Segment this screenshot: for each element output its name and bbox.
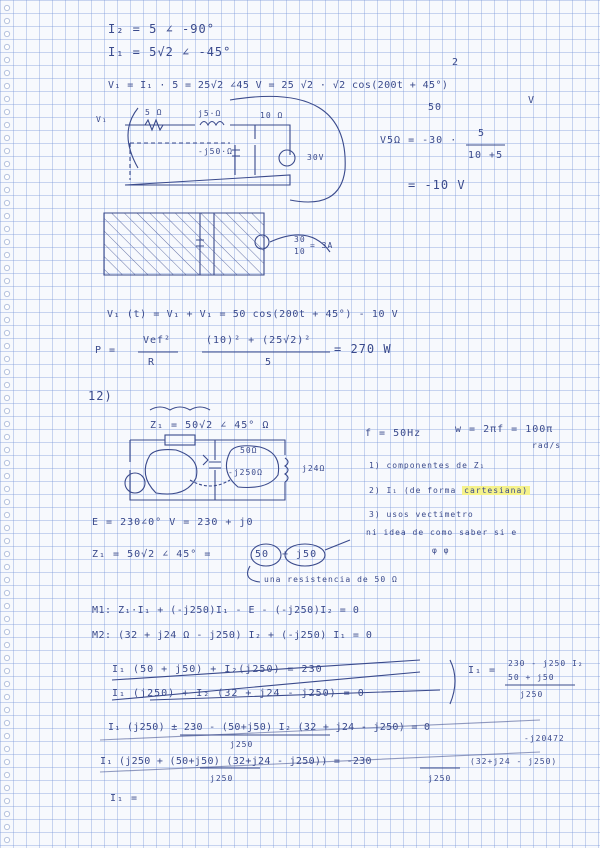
eq-i1: I₁ = 5√2 ∠ -45° xyxy=(108,45,232,59)
c2-frac-den: 10 xyxy=(294,247,306,256)
power-den1: R xyxy=(148,357,156,368)
system-eq-1: I₁ (50 + j50) + I₂(j250) = 230 xyxy=(112,664,323,675)
c1-node-label: V₁ xyxy=(96,115,108,124)
frequency: f = 50Hz xyxy=(365,428,422,439)
note-5: φ φ xyxy=(432,546,450,555)
note-3: 3) usos vectimetro xyxy=(369,510,474,519)
c12-ind-label: j24Ω xyxy=(302,464,326,473)
z1-label: Z₁ = 50√2 ∠ 45° Ω xyxy=(150,420,270,431)
note-4: ni idea de como saber si e xyxy=(366,528,518,537)
c12-cap-label: -j250Ω xyxy=(228,468,263,477)
power-num2: (10)² + (25√2)² xyxy=(206,335,312,346)
substitution-2-den: j250 xyxy=(210,774,234,783)
substitution-2: I₁ (j250 + (50+j50) (32+j24 - j250)) = -230 xyxy=(100,756,372,767)
i1-final: I₁ = xyxy=(110,793,139,804)
v1t-equation: V₁ (t) = V₁ + V₁ = 50 cos(200t + 45°) - 10 V xyxy=(107,309,399,320)
power-label: P = xyxy=(95,345,117,356)
v5-result: = -10 V xyxy=(408,178,466,192)
c1-resistor2-label: 10 Ω xyxy=(260,111,284,120)
c1-inductor-label: j5·Ω xyxy=(198,109,222,118)
z1-note: una resistencia de 50 Ω xyxy=(264,575,398,584)
substitution-1-den: j250 xyxy=(230,740,254,749)
power-den2: 5 xyxy=(265,357,273,368)
note-2-prefix: 2) xyxy=(369,486,381,495)
e-source: E = 230∠0° V = 230 + j0 xyxy=(92,517,254,528)
note-2-text: (de forma xyxy=(403,486,457,495)
c2-result: = 3A xyxy=(310,241,334,250)
problem-12-number: 12) xyxy=(88,389,113,403)
power-result: = 270 W xyxy=(334,342,392,356)
z1-polar: Z₁ = 50√2 ∠ 45° = xyxy=(92,549,212,560)
z1-real: 50 xyxy=(255,549,270,560)
i1-solve-num: 230 - j250 I₂ xyxy=(508,659,584,668)
eq-v1-exponent: 2 xyxy=(452,57,460,68)
power-num1: Vef² xyxy=(143,335,172,346)
i1-solve-den: j250 xyxy=(520,690,544,699)
v5-denominator: 10 +5 xyxy=(468,150,504,161)
mesh-2: M2: (32 + j24 Ω - j250) I₂ + (-j250) I₁ = 0 xyxy=(92,630,373,641)
c12-r-label: 50Ω xyxy=(240,446,258,455)
omega: w = 2πf = 100π xyxy=(455,424,554,435)
i1-solve-num2: 50 + j50 xyxy=(508,673,555,682)
eq-v1-unit: V xyxy=(528,95,536,106)
note-2-current: I₁ xyxy=(386,486,399,495)
c1-source-label: 30V xyxy=(307,153,325,162)
substitution-2-end: (32+j24 - j250) xyxy=(470,757,558,766)
note-2-highlight: cartesiana) xyxy=(464,486,529,495)
omega-unit: rad/s xyxy=(532,441,562,450)
c1-capacitor-label: -j50·Ω xyxy=(198,147,233,156)
z1-imag: + j50 xyxy=(282,549,318,560)
eq-v1-denominator: 50 xyxy=(428,102,443,113)
v5-expression: V5Ω = -30 · xyxy=(380,135,458,146)
v5-numerator: 5 xyxy=(478,128,486,139)
c1-resistor-label: 5 Ω xyxy=(145,108,163,117)
eq-i2: I₂ = 5 ∠ -90° xyxy=(108,22,215,36)
substitution-1: I₁ (j250) ± 230 - (50+j50) I₂ (32 + j24 - j250) = 0 xyxy=(108,722,431,733)
eq-v1: V₁ = I₁ · 5 = 25√2 ∠45 V = 25 √2 · √2 cos(200t + 45°) xyxy=(108,80,449,91)
substitution-2-den2: j250 xyxy=(428,774,452,783)
mesh-1: M1: Z₁·I₁ + (-j250)I₁ - E - (-j250)I₂ = 0 xyxy=(92,605,360,616)
c2-frac-num: 30 xyxy=(294,235,306,244)
note-1: 1) componentes de Z₁ xyxy=(369,461,486,470)
system-eq-2: I₁ (j250) + I₂ (32 + j24 - j250) = 0 xyxy=(112,688,365,699)
substitution-1-note: -j20472 xyxy=(524,734,565,743)
i1-solve-label: I₁ = xyxy=(468,665,497,676)
